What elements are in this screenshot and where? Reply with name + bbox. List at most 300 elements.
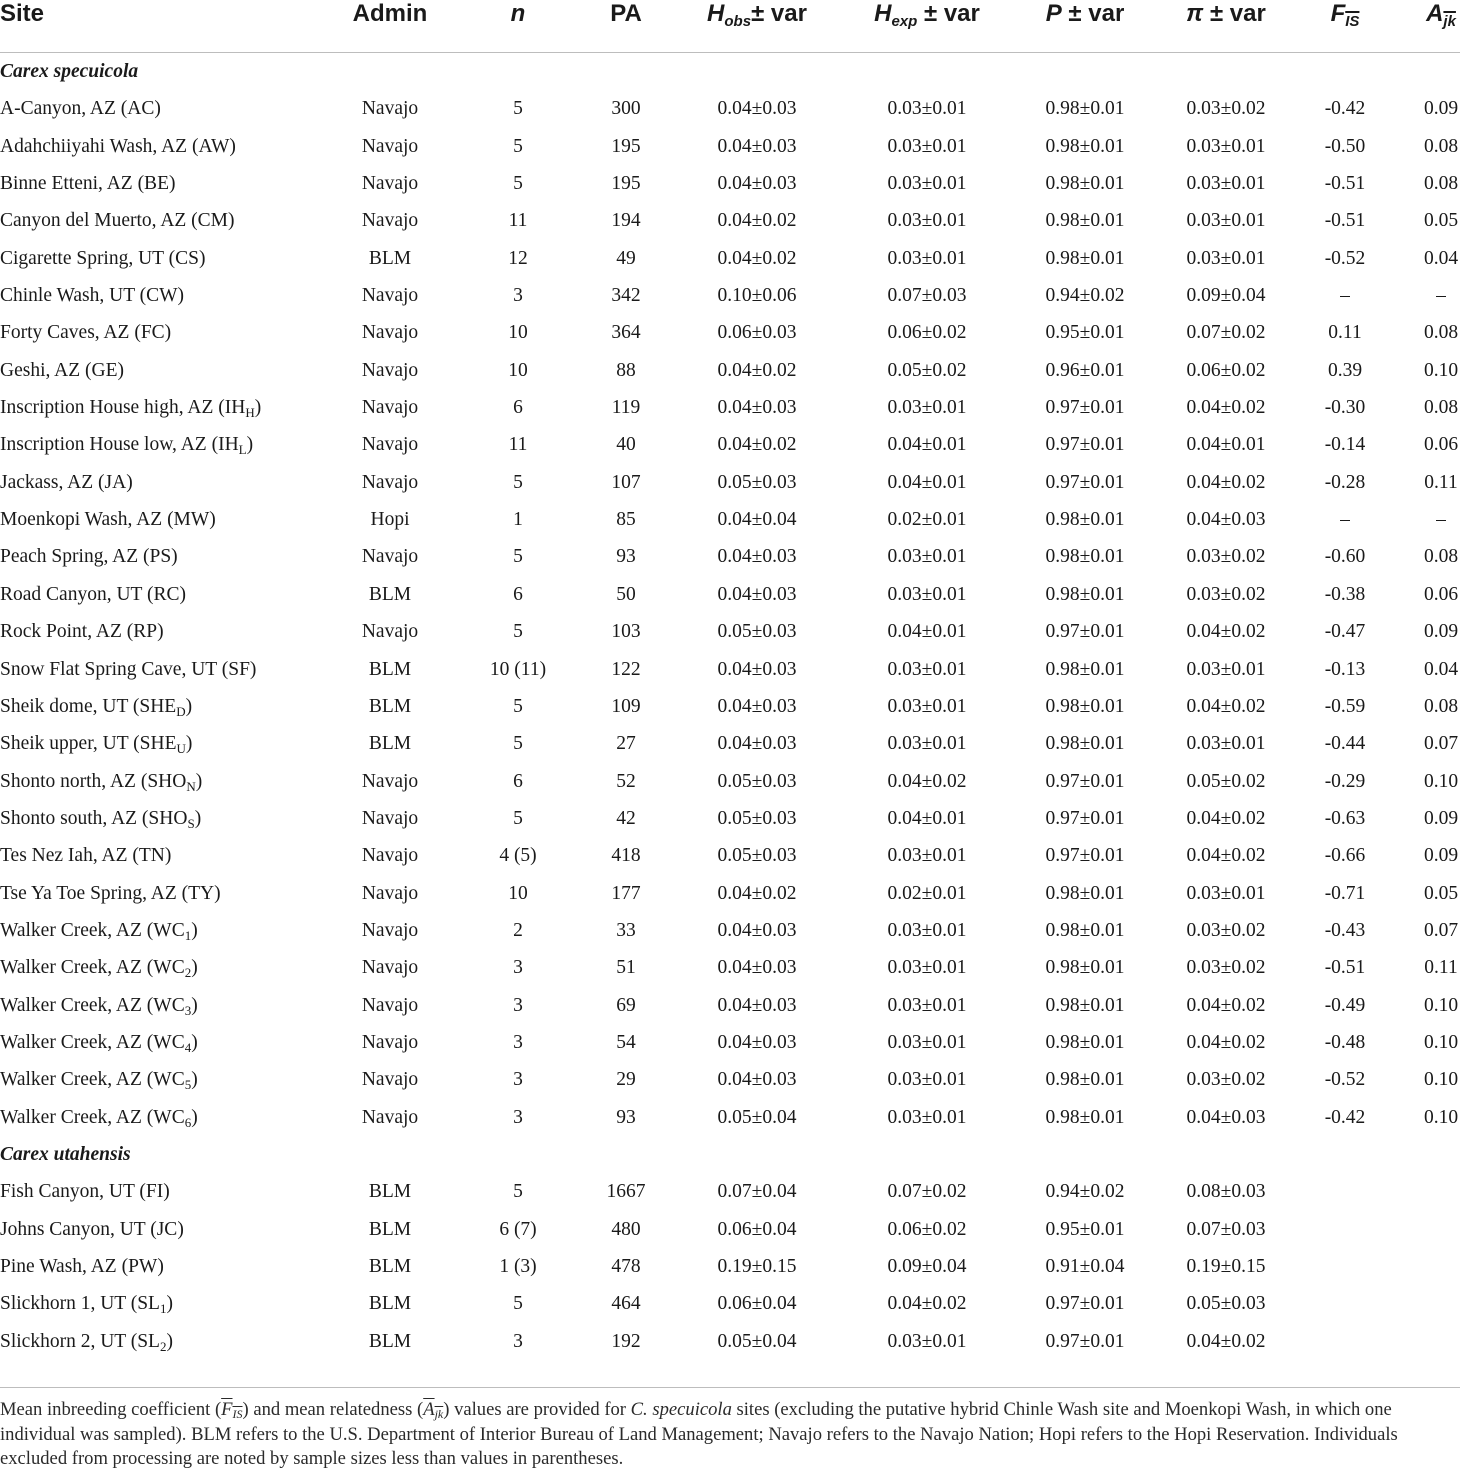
hexp-cell: 0.06±0.02 bbox=[887, 322, 967, 344]
fis-cell: -0.51 bbox=[1324, 210, 1366, 232]
n-cell: 10 bbox=[508, 359, 528, 381]
hobs-cell: 0.06±0.04 bbox=[717, 1293, 797, 1315]
admin-cell: BLM bbox=[368, 1181, 412, 1203]
n-cell: 11 bbox=[508, 434, 528, 456]
pa-cell: 40 bbox=[616, 434, 636, 456]
hexp-cell: 0.02±0.01 bbox=[887, 509, 967, 531]
ajk-cell: 0.06 bbox=[1423, 583, 1459, 605]
site-cell: Tes Nez Iah, AZ (TN) bbox=[0, 845, 172, 867]
pa-cell: 88 bbox=[616, 359, 636, 381]
fis-cell: -0.44 bbox=[1324, 733, 1366, 755]
admin-cell: BLM bbox=[368, 733, 412, 755]
table-row bbox=[0, 1173, 1460, 1210]
p-cell: 0.91±0.04 bbox=[1045, 1256, 1125, 1277]
p-cell: 0.94±0.02 bbox=[1045, 1181, 1125, 1203]
pi-cell: 0.04±0.02 bbox=[1186, 807, 1266, 829]
n-cell: 5 bbox=[513, 135, 523, 157]
table-row bbox=[0, 1099, 1460, 1136]
site-cell: Shonto north, AZ $(SHO_N)$ bbox=[0, 770, 203, 794]
ajk-cell: 0.07 bbox=[1423, 733, 1459, 755]
site-cell: A-Canyon, AZ (AC) bbox=[0, 98, 161, 120]
fis-cell: -0.28 bbox=[1324, 471, 1366, 493]
hexp-cell: 0.03±0.01 bbox=[887, 583, 967, 605]
section-row bbox=[0, 1136, 1460, 1173]
hexp-cell: 0.04±0.02 bbox=[887, 770, 967, 792]
hobs-cell: 0.05±0.03 bbox=[717, 807, 797, 829]
hexp-cell: 0.06±0.02 bbox=[887, 1218, 967, 1240]
hobs-cell: 0.04±0.03 bbox=[717, 98, 797, 120]
pa-cell: 195 bbox=[611, 135, 641, 157]
n-cell: 5 bbox=[513, 695, 523, 717]
hobs-cell: 0.04±0.02 bbox=[717, 434, 797, 456]
pa-cell: 93 bbox=[616, 1106, 636, 1128]
pi-cell: 0.07±0.03 bbox=[1186, 1218, 1266, 1240]
hexp-cell: 0.03±0.01 bbox=[887, 173, 967, 195]
pi-cell: 0.06±0.02 bbox=[1186, 359, 1266, 381]
p-cell: 0.97±0.01 bbox=[1045, 1330, 1125, 1352]
site-cell: Pine Wash, AZ (PW) bbox=[0, 1256, 164, 1277]
pa-cell: 364 bbox=[611, 322, 641, 344]
pa-cell: 464 bbox=[611, 1293, 641, 1315]
hobs-cell: 0.04±0.03 bbox=[717, 1031, 797, 1053]
site-cell: Forty Caves, AZ (FC) bbox=[0, 322, 172, 344]
admin-cell: BLM bbox=[368, 247, 412, 269]
pa-cell: 480 bbox=[611, 1218, 641, 1240]
hobs-cell: 0.04±0.03 bbox=[717, 919, 797, 941]
ajk-cell: 0.05 bbox=[1423, 210, 1459, 232]
n-cell: 3 bbox=[513, 994, 523, 1016]
fis-cell: -0.47 bbox=[1324, 621, 1366, 643]
hobs-cell: 0.05±0.03 bbox=[717, 621, 797, 643]
table-body bbox=[0, 53, 1460, 1360]
header-fis: $F_{IS}$ bbox=[1330, 0, 1360, 30]
hobs-cell: 0.05±0.04 bbox=[717, 1330, 797, 1352]
ajk-cell: 0.08 bbox=[1423, 322, 1459, 344]
hexp-cell: 0.03±0.01 bbox=[887, 1031, 967, 1053]
hobs-cell: 0.04±0.03 bbox=[717, 733, 797, 755]
hobs-cell: 0.04±0.02 bbox=[717, 359, 797, 381]
admin-cell: Navajo bbox=[361, 135, 419, 157]
site-cell: Sheik dome, UT $(SHE_D)$ bbox=[0, 695, 193, 719]
table-row bbox=[0, 1248, 1460, 1285]
p-cell: 0.98±0.01 bbox=[1045, 509, 1125, 531]
pi-cell: 0.03±0.01 bbox=[1186, 247, 1266, 269]
pa-cell: 42 bbox=[616, 807, 636, 829]
pi-cell: 0.04±0.02 bbox=[1186, 621, 1266, 643]
ajk-cell: 0.10 bbox=[1423, 1106, 1459, 1128]
n-cell: 3 bbox=[513, 285, 523, 307]
header-pa: PA bbox=[610, 0, 642, 27]
fis-cell: -0.48 bbox=[1324, 1031, 1366, 1053]
n-cell: 5 bbox=[513, 98, 523, 120]
n-cell: 2 bbox=[513, 919, 523, 941]
pa-cell: 54 bbox=[616, 1031, 636, 1053]
ajk-cell: – bbox=[1436, 285, 1446, 307]
table-bottom-rule bbox=[0, 1387, 1460, 1388]
site-cell: Moenkopi Wash, AZ (MW) bbox=[0, 509, 216, 531]
hexp-cell: 0.03±0.01 bbox=[887, 994, 967, 1016]
fis-cell: -0.29 bbox=[1324, 770, 1366, 792]
site-cell: Walker Creek, AZ $(WC_5)$ bbox=[0, 1069, 198, 1093]
hobs-cell: 0.04±0.02 bbox=[717, 882, 797, 904]
table-row bbox=[0, 763, 1460, 800]
admin-cell: Navajo bbox=[361, 397, 419, 419]
hexp-cell: 0.03±0.01 bbox=[887, 1330, 967, 1352]
hexp-cell: 0.02±0.01 bbox=[887, 882, 967, 904]
pi-cell: 0.08±0.03 bbox=[1186, 1181, 1266, 1203]
ajk-cell: 0.09 bbox=[1423, 98, 1459, 120]
p-cell: 0.98±0.01 bbox=[1045, 994, 1125, 1016]
admin-cell: Navajo bbox=[361, 845, 419, 867]
ajk-cell: 0.09 bbox=[1423, 621, 1459, 643]
pi-cell: 0.04±0.02 bbox=[1186, 471, 1266, 493]
fis-cell: -0.66 bbox=[1324, 845, 1366, 867]
table-row bbox=[0, 1061, 1460, 1098]
ajk-cell: 0.11 bbox=[1424, 957, 1458, 979]
hobs-cell: 0.19±0.15 bbox=[717, 1256, 797, 1277]
fis-cell: – bbox=[1340, 285, 1350, 307]
pi-cell: 0.03±0.01 bbox=[1186, 135, 1266, 157]
pi-cell: 0.04±0.02 bbox=[1186, 1330, 1266, 1352]
pa-cell: 51 bbox=[616, 957, 636, 979]
pi-cell: 0.07±0.02 bbox=[1186, 322, 1266, 344]
pa-cell: 192 bbox=[611, 1330, 641, 1352]
hobs-cell: 0.04±0.02 bbox=[717, 210, 797, 232]
pa-cell: 69 bbox=[616, 994, 636, 1016]
pa-cell: 52 bbox=[616, 770, 636, 792]
header-pi: π ± var bbox=[1186, 0, 1266, 27]
fis-cell: -0.71 bbox=[1324, 882, 1366, 904]
admin-cell: Navajo bbox=[361, 994, 419, 1016]
fis-cell: -0.63 bbox=[1324, 807, 1366, 829]
n-cell: 5 bbox=[513, 807, 523, 829]
pi-cell: 0.05±0.02 bbox=[1186, 770, 1266, 792]
admin-cell: Navajo bbox=[361, 621, 419, 643]
table-row bbox=[0, 912, 1460, 949]
fis-cell: -0.43 bbox=[1324, 919, 1366, 941]
site-cell: Adahchiiyahi Wash, AZ (AW) bbox=[0, 135, 236, 157]
hobs-cell: 0.06±0.04 bbox=[717, 1218, 797, 1240]
hexp-cell: 0.07±0.02 bbox=[887, 1181, 967, 1203]
hexp-cell: 0.03±0.01 bbox=[887, 733, 967, 755]
site-cell: Slickhorn 1, UT $(SL_1)$ bbox=[0, 1293, 173, 1317]
hobs-cell: 0.05±0.04 bbox=[717, 1106, 797, 1128]
n-cell: 10 (11) bbox=[489, 658, 547, 680]
pa-cell: 107 bbox=[611, 471, 641, 493]
pa-cell: 109 bbox=[611, 695, 641, 717]
p-cell: 0.98±0.01 bbox=[1045, 173, 1125, 195]
ajk-cell: 0.09 bbox=[1423, 807, 1459, 829]
admin-cell: BLM bbox=[368, 658, 412, 680]
p-cell: 0.98±0.01 bbox=[1045, 957, 1125, 979]
header-p: P ± var bbox=[1045, 0, 1125, 27]
table-row bbox=[0, 688, 1460, 725]
hexp-cell: 0.03±0.01 bbox=[887, 98, 967, 120]
n-cell: 6 bbox=[513, 770, 523, 792]
header-hexp: $H_{exp}$ ± var bbox=[874, 0, 980, 30]
n-cell: 3 bbox=[513, 1069, 523, 1091]
p-cell: 0.98±0.01 bbox=[1045, 1031, 1125, 1053]
fis-cell: -0.50 bbox=[1324, 135, 1366, 157]
pi-cell: 0.04±0.02 bbox=[1186, 695, 1266, 717]
hobs-cell: 0.04±0.03 bbox=[717, 583, 797, 605]
header-admin: Admin bbox=[352, 0, 428, 27]
admin-cell: BLM bbox=[368, 1256, 412, 1277]
fis-cell: -0.59 bbox=[1324, 695, 1366, 717]
site-cell: Sheik upper, UT $(SHE_U)$ bbox=[0, 733, 193, 757]
table-row bbox=[0, 426, 1460, 463]
pa-cell: 1667 bbox=[606, 1181, 646, 1203]
hobs-cell: 0.04±0.03 bbox=[717, 957, 797, 979]
p-cell: 0.97±0.01 bbox=[1045, 770, 1125, 792]
admin-cell: Hopi bbox=[370, 509, 410, 531]
table-row bbox=[0, 949, 1460, 986]
n-cell: 10 bbox=[508, 882, 528, 904]
site-cell: Peach Spring, AZ (PS) bbox=[0, 546, 178, 568]
hexp-cell: 0.03±0.01 bbox=[887, 247, 967, 269]
table-footnote: Mean inbreeding coefficient $(F_{IS})$ and mean relatedness $(A_{jk})$ values are provided for C. specuicola sites (excluding the putative hybrid Chinle Wash site and Moenkopi Wash, in which one individual was sampled). BLM refers to the U.S. Department of Interior Bureau of Land Management; Navajo refers to the Navajo Nation; Hopi refers to the Hopi Reservation. Individuals excluded from processing are noted by sample sizes less than values in parentheses. bbox=[0, 1399, 1398, 1469]
p-cell: 0.98±0.01 bbox=[1045, 247, 1125, 269]
site-cell: Snow Flat Spring Cave, UT (SF) bbox=[0, 658, 257, 680]
n-cell: 5 bbox=[513, 1293, 523, 1315]
table-row bbox=[0, 875, 1460, 912]
table-row bbox=[0, 725, 1460, 762]
pi-cell: 0.03±0.02 bbox=[1186, 583, 1266, 605]
ajk-cell: 0.11 bbox=[1424, 471, 1458, 493]
pi-cell: 0.03±0.02 bbox=[1186, 1069, 1266, 1091]
ajk-cell: 0.04 bbox=[1423, 658, 1459, 680]
admin-cell: BLM bbox=[368, 1330, 412, 1352]
hobs-cell: 0.04±0.03 bbox=[717, 397, 797, 419]
pi-cell: 0.04±0.02 bbox=[1186, 845, 1266, 867]
hexp-cell: 0.04±0.01 bbox=[887, 434, 967, 456]
hexp-cell: 0.03±0.01 bbox=[887, 546, 967, 568]
ajk-cell: 0.10 bbox=[1423, 994, 1459, 1016]
table-row bbox=[0, 352, 1460, 389]
hexp-cell: 0.07±0.03 bbox=[887, 285, 967, 307]
fis-cell: -0.60 bbox=[1324, 546, 1366, 568]
fis-cell: -0.38 bbox=[1324, 583, 1366, 605]
pa-cell: 194 bbox=[611, 210, 641, 232]
ajk-cell: 0.06 bbox=[1423, 434, 1459, 456]
hexp-cell: 0.03±0.01 bbox=[887, 1106, 967, 1128]
pi-cell: 0.03±0.02 bbox=[1186, 957, 1266, 979]
site-cell: Inscription House low, AZ $(IH_L)$ bbox=[0, 434, 254, 458]
table-row bbox=[0, 277, 1460, 314]
table-row bbox=[0, 613, 1460, 650]
table-row bbox=[0, 202, 1460, 239]
admin-cell: Navajo bbox=[361, 1031, 419, 1053]
ajk-cell: 0.08 bbox=[1423, 397, 1459, 419]
admin-cell: BLM bbox=[368, 1293, 412, 1315]
p-cell: 0.97±0.01 bbox=[1045, 621, 1125, 643]
pa-cell: 342 bbox=[611, 285, 641, 307]
n-cell: 1 bbox=[513, 509, 523, 531]
hobs-cell: 0.04±0.03 bbox=[717, 1069, 797, 1091]
admin-cell: Navajo bbox=[361, 471, 419, 493]
ajk-cell: 0.07 bbox=[1423, 919, 1459, 941]
ajk-cell: 0.08 bbox=[1423, 695, 1459, 717]
admin-cell: Navajo bbox=[361, 210, 419, 232]
site-cell: Road Canyon, UT (RC) bbox=[0, 583, 186, 605]
p-cell: 0.97±0.01 bbox=[1045, 434, 1125, 456]
site-cell: Cigarette Spring, UT (CS) bbox=[0, 247, 206, 269]
pa-cell: 85 bbox=[616, 509, 636, 531]
pi-cell: 0.19±0.15 bbox=[1186, 1256, 1266, 1277]
fis-cell: -0.42 bbox=[1324, 98, 1366, 120]
n-cell: 5 bbox=[513, 173, 523, 195]
section-row bbox=[0, 53, 1460, 90]
hexp-cell: 0.03±0.01 bbox=[887, 658, 967, 680]
pi-cell: 0.03±0.01 bbox=[1186, 733, 1266, 755]
fis-cell: -0.14 bbox=[1324, 434, 1366, 456]
table-row bbox=[0, 1211, 1460, 1248]
header-n: n bbox=[510, 0, 526, 27]
n-cell: 6 (7) bbox=[499, 1218, 537, 1240]
table-row bbox=[0, 837, 1460, 874]
hobs-cell: 0.06±0.03 bbox=[717, 322, 797, 344]
n-cell: 10 bbox=[508, 322, 528, 344]
fis-cell: -0.52 bbox=[1324, 247, 1366, 269]
hexp-cell: 0.03±0.01 bbox=[887, 1069, 967, 1091]
pa-cell: 119 bbox=[611, 397, 641, 419]
admin-cell: Navajo bbox=[361, 359, 419, 381]
ajk-cell: – bbox=[1436, 509, 1446, 531]
site-cell: Tse Ya Toe Spring, AZ (TY) bbox=[0, 882, 221, 904]
hobs-cell: 0.04±0.02 bbox=[717, 247, 797, 269]
ajk-cell: 0.10 bbox=[1423, 1031, 1459, 1053]
p-cell: 0.98±0.01 bbox=[1045, 546, 1125, 568]
fis-cell: -0.30 bbox=[1324, 397, 1366, 419]
pi-cell: 0.03±0.02 bbox=[1186, 98, 1266, 120]
n-cell: 3 bbox=[513, 1031, 523, 1053]
header-ajk: $A_{jk}$ bbox=[1426, 0, 1456, 30]
n-cell: 5 bbox=[513, 546, 523, 568]
p-cell: 0.98±0.01 bbox=[1045, 98, 1125, 120]
fis-cell: -0.49 bbox=[1324, 994, 1366, 1016]
admin-cell: Navajo bbox=[361, 807, 419, 829]
pa-cell: 177 bbox=[611, 882, 641, 904]
pi-cell: 0.03±0.01 bbox=[1186, 882, 1266, 904]
admin-cell: Navajo bbox=[361, 285, 419, 307]
admin-cell: Navajo bbox=[361, 546, 419, 568]
p-cell: 0.98±0.01 bbox=[1045, 695, 1125, 717]
admin-cell: Navajo bbox=[361, 770, 419, 792]
site-cell: Shonto south, AZ $(SHO_S)$ bbox=[0, 807, 202, 831]
n-cell: 11 bbox=[508, 210, 528, 232]
pi-cell: 0.04±0.02 bbox=[1186, 1031, 1266, 1053]
hexp-cell: 0.03±0.01 bbox=[887, 845, 967, 867]
site-cell: Johns Canyon, UT (JC) bbox=[0, 1218, 184, 1240]
site-cell: Walker Creek, AZ $(WC_1)$ bbox=[0, 919, 198, 943]
site-cell: Walker Creek, AZ $(WC_4)$ bbox=[0, 1031, 198, 1055]
admin-cell: BLM bbox=[368, 695, 412, 717]
p-cell: 0.97±0.01 bbox=[1045, 1293, 1125, 1315]
hexp-cell: 0.03±0.01 bbox=[887, 957, 967, 979]
n-cell: 6 bbox=[513, 397, 523, 419]
site-cell: Jackass, AZ (JA) bbox=[0, 471, 133, 493]
fis-cell: -0.52 bbox=[1324, 1069, 1366, 1091]
hobs-cell: 0.05±0.03 bbox=[717, 770, 797, 792]
site-cell: Inscription House high, AZ $(IH_H)$ bbox=[0, 397, 262, 421]
pi-cell: 0.09±0.04 bbox=[1186, 285, 1266, 307]
hobs-cell: 0.04±0.04 bbox=[717, 509, 797, 531]
table-row bbox=[0, 128, 1460, 165]
n-cell: 6 bbox=[513, 583, 523, 605]
p-cell: 0.97±0.01 bbox=[1045, 397, 1125, 419]
site-cell: Geshi, AZ (GE) bbox=[0, 359, 125, 381]
pa-cell: 300 bbox=[611, 98, 641, 120]
header-hobs: $H_{obs}\pm$ var bbox=[707, 0, 807, 30]
fis-cell: -0.42 bbox=[1324, 1106, 1366, 1128]
site-cell: Walker Creek, AZ $(WC_6)$ bbox=[0, 1106, 198, 1130]
ajk-cell: 0.08 bbox=[1423, 173, 1459, 195]
table-row bbox=[0, 1024, 1460, 1061]
admin-cell: BLM bbox=[368, 1218, 412, 1240]
table-row bbox=[0, 240, 1460, 277]
n-cell: 5 bbox=[513, 733, 523, 755]
section-title: Carex utahensis bbox=[0, 1143, 131, 1165]
pi-cell: 0.04±0.02 bbox=[1186, 397, 1266, 419]
admin-cell: Navajo bbox=[361, 322, 419, 344]
fis-cell: -0.51 bbox=[1324, 173, 1366, 195]
admin-cell: Navajo bbox=[361, 434, 419, 456]
hexp-cell: 0.03±0.01 bbox=[887, 397, 967, 419]
n-cell: 5 bbox=[513, 621, 523, 643]
ajk-cell: 0.10 bbox=[1423, 359, 1459, 381]
pa-cell: 27 bbox=[616, 733, 636, 755]
table-row bbox=[0, 501, 1460, 538]
ajk-cell: 0.05 bbox=[1423, 882, 1459, 904]
p-cell: 0.96±0.01 bbox=[1045, 359, 1125, 381]
hexp-cell: 0.09±0.04 bbox=[887, 1256, 967, 1277]
p-cell: 0.98±0.01 bbox=[1045, 1069, 1125, 1091]
pa-cell: 50 bbox=[616, 583, 636, 605]
table-row bbox=[0, 1323, 1460, 1360]
fis-cell: -0.51 bbox=[1324, 957, 1366, 979]
table-row bbox=[0, 464, 1460, 501]
pa-cell: 195 bbox=[611, 173, 641, 195]
hobs-cell: 0.10±0.06 bbox=[717, 285, 797, 307]
hexp-cell: 0.04±0.02 bbox=[887, 1293, 967, 1315]
admin-cell: Navajo bbox=[361, 1069, 419, 1091]
hobs-cell: 0.04±0.03 bbox=[717, 173, 797, 195]
pi-cell: 0.03±0.02 bbox=[1186, 919, 1266, 941]
pi-cell: 0.03±0.01 bbox=[1186, 658, 1266, 680]
table-row bbox=[0, 576, 1460, 613]
site-cell: Chinle Wash, UT (CW) bbox=[0, 285, 185, 307]
hobs-cell: 0.07±0.04 bbox=[717, 1181, 797, 1203]
p-cell: 0.98±0.01 bbox=[1045, 919, 1125, 941]
hexp-cell: 0.04±0.01 bbox=[887, 471, 967, 493]
pi-cell: 0.05±0.03 bbox=[1186, 1293, 1266, 1315]
hexp-cell: 0.03±0.01 bbox=[887, 919, 967, 941]
pi-cell: 0.03±0.01 bbox=[1186, 173, 1266, 195]
admin-cell: Navajo bbox=[361, 1106, 419, 1128]
ajk-cell: 0.08 bbox=[1423, 135, 1459, 157]
n-cell: 5 bbox=[513, 1181, 523, 1203]
hexp-cell: 0.04±0.01 bbox=[887, 621, 967, 643]
fis-cell: 0.11 bbox=[1328, 322, 1362, 344]
hexp-cell: 0.03±0.01 bbox=[887, 135, 967, 157]
site-cell: Fish Canyon, UT (FI) bbox=[0, 1181, 170, 1203]
hobs-cell: 0.04±0.03 bbox=[717, 994, 797, 1016]
pa-cell: 418 bbox=[611, 845, 641, 867]
hexp-cell: 0.03±0.01 bbox=[887, 695, 967, 717]
admin-cell: BLM bbox=[368, 583, 412, 605]
hexp-cell: 0.05±0.02 bbox=[887, 359, 967, 381]
hexp-cell: 0.03±0.01 bbox=[887, 210, 967, 232]
